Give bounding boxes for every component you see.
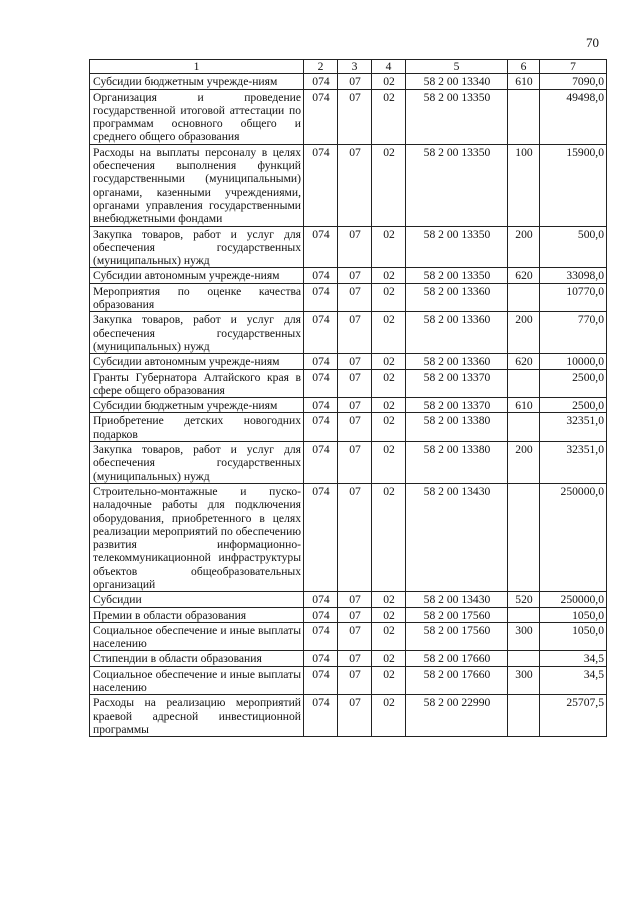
section-code-cell: 07 <box>338 483 372 591</box>
item-name-cell: Социальное обеспечение и иные выплаты населению <box>90 666 304 695</box>
target-article-cell: 58 2 00 17560 <box>406 622 508 651</box>
table-row <box>90 695 607 737</box>
section-code-cell: 07 <box>338 592 372 607</box>
item-name-cell: Мероприятия по оценке качества образования <box>90 283 304 312</box>
item-name-cell: Организация и проведение государственной итоговой аттестации по программам основного общего и среднего общего образования <box>90 89 304 144</box>
ministry-code-cell: 074 <box>304 369 338 398</box>
table-row <box>90 666 607 695</box>
target-article-cell: 58 2 00 13430 <box>406 483 508 591</box>
item-name-cell: Закупка товаров, работ и услуг для обеспечения государственных (муниципальных) нужд <box>90 442 304 484</box>
subsection-code-cell: 02 <box>372 369 406 398</box>
column-header: 5 <box>406 60 508 74</box>
subsection-code-cell: 02 <box>372 695 406 737</box>
subsection-code-cell: 02 <box>372 283 406 312</box>
amount-cell: 33098,0 <box>540 268 607 283</box>
subsection-code-cell: 02 <box>372 592 406 607</box>
section-code-cell: 07 <box>338 666 372 695</box>
column-header: 7 <box>540 60 607 74</box>
amount-cell: 7090,0 <box>540 74 607 89</box>
amount-cell: 49498,0 <box>540 89 607 144</box>
ministry-code-cell: 074 <box>304 398 338 413</box>
ministry-code-cell: 074 <box>304 283 338 312</box>
section-code-cell: 07 <box>338 144 372 226</box>
section-code-cell: 07 <box>338 312 372 354</box>
target-article-cell: 58 2 00 17660 <box>406 666 508 695</box>
item-name-cell: Субсидии автономным учрежде-ниям <box>90 354 304 369</box>
column-header: 4 <box>372 60 406 74</box>
table-row <box>90 413 607 442</box>
section-code-cell: 07 <box>338 354 372 369</box>
amount-cell: 34,5 <box>540 651 607 666</box>
section-code-cell: 07 <box>338 89 372 144</box>
expense-type-cell <box>508 651 540 666</box>
item-name-cell: Приобретение детских новогодних подарков <box>90 413 304 442</box>
ministry-code-cell: 074 <box>304 268 338 283</box>
subsection-code-cell: 02 <box>372 607 406 622</box>
target-article-cell: 58 2 00 13430 <box>406 592 508 607</box>
budget-table <box>89 59 607 737</box>
section-code-cell: 07 <box>338 607 372 622</box>
table-body <box>90 74 607 737</box>
subsection-code-cell: 02 <box>372 354 406 369</box>
item-name-cell: Расходы на выплаты персоналу в целях обеспечения выполнения функций государственными (муниципальными) органами, казенными учреждениями, органами управления государственными внебюджетными фондами <box>90 144 304 226</box>
amount-cell: 15900,0 <box>540 144 607 226</box>
table-row <box>90 74 607 89</box>
section-code-cell: 07 <box>338 695 372 737</box>
ministry-code-cell: 074 <box>304 74 338 89</box>
expense-type-cell: 200 <box>508 226 540 268</box>
section-code-cell: 07 <box>338 283 372 312</box>
subsection-code-cell: 02 <box>372 89 406 144</box>
ministry-code-cell: 074 <box>304 483 338 591</box>
column-header: 2 <box>304 60 338 74</box>
section-code-cell: 07 <box>338 413 372 442</box>
ministry-code-cell: 074 <box>304 144 338 226</box>
ministry-code-cell: 074 <box>304 89 338 144</box>
subsection-code-cell: 02 <box>372 442 406 484</box>
amount-cell: 10000,0 <box>540 354 607 369</box>
section-code-cell: 07 <box>338 74 372 89</box>
table-row <box>90 268 607 283</box>
item-name-cell: Субсидии бюджетным учрежде-ниям <box>90 74 304 89</box>
expense-type-cell: 610 <box>508 74 540 89</box>
expense-type-cell: 200 <box>508 442 540 484</box>
section-code-cell: 07 <box>338 398 372 413</box>
target-article-cell: 58 2 00 17560 <box>406 607 508 622</box>
subsection-code-cell: 02 <box>372 312 406 354</box>
table-row <box>90 651 607 666</box>
target-article-cell: 58 2 00 13360 <box>406 354 508 369</box>
amount-cell: 250000,0 <box>540 483 607 591</box>
page-number: 70 <box>586 35 599 50</box>
ministry-code-cell: 074 <box>304 354 338 369</box>
ministry-code-cell: 074 <box>304 226 338 268</box>
target-article-cell: 58 2 00 13370 <box>406 369 508 398</box>
amount-cell: 34,5 <box>540 666 607 695</box>
target-article-cell: 58 2 00 13360 <box>406 312 508 354</box>
table-row <box>90 442 607 484</box>
amount-cell: 770,0 <box>540 312 607 354</box>
expense-type-cell <box>508 607 540 622</box>
expense-type-cell: 520 <box>508 592 540 607</box>
subsection-code-cell: 02 <box>372 483 406 591</box>
expense-type-cell: 100 <box>508 144 540 226</box>
expense-type-cell: 300 <box>508 622 540 651</box>
header-row <box>90 60 607 74</box>
table-row <box>90 312 607 354</box>
column-header: 3 <box>338 60 372 74</box>
target-article-cell: 58 2 00 13350 <box>406 226 508 268</box>
item-name-cell: Субсидии автономным учрежде-ниям <box>90 268 304 283</box>
expense-type-cell: 300 <box>508 666 540 695</box>
item-name-cell: Строительно-монтажные и пуско-наладочные работы для подключения оборудования, приобретенного в целях реализации мероприятий по обеспечению развития информационно-телекоммуникационной инфраструктуры объектов общеобразовательных организаций <box>90 483 304 591</box>
target-article-cell: 58 2 00 13350 <box>406 268 508 283</box>
target-article-cell: 58 2 00 13360 <box>406 283 508 312</box>
expense-type-cell <box>508 483 540 591</box>
section-code-cell: 07 <box>338 268 372 283</box>
expense-type-cell <box>508 695 540 737</box>
item-name-cell: Гранты Губернатора Алтайского края в сфере общего образования <box>90 369 304 398</box>
target-article-cell: 58 2 00 13340 <box>406 74 508 89</box>
expense-type-cell <box>508 283 540 312</box>
ministry-code-cell: 074 <box>304 666 338 695</box>
amount-cell: 1050,0 <box>540 622 607 651</box>
table-row <box>90 144 607 226</box>
expense-type-cell <box>508 413 540 442</box>
subsection-code-cell: 02 <box>372 226 406 268</box>
amount-cell: 10770,0 <box>540 283 607 312</box>
item-name-cell: Субсидии <box>90 592 304 607</box>
table-row <box>90 622 607 651</box>
expense-type-cell <box>508 369 540 398</box>
table-row <box>90 398 607 413</box>
item-name-cell: Социальное обеспечение и иные выплаты населению <box>90 622 304 651</box>
expense-type-cell: 620 <box>508 354 540 369</box>
amount-cell: 32351,0 <box>540 413 607 442</box>
table-row <box>90 483 607 591</box>
expense-type-cell: 620 <box>508 268 540 283</box>
amount-cell: 250000,0 <box>540 592 607 607</box>
target-article-cell: 58 2 00 13350 <box>406 144 508 226</box>
item-name-cell: Закупка товаров, работ и услуг для обеспечения государственных (муниципальных) нужд <box>90 226 304 268</box>
target-article-cell: 58 2 00 13380 <box>406 442 508 484</box>
table-row <box>90 592 607 607</box>
ministry-code-cell: 074 <box>304 413 338 442</box>
expense-type-cell: 200 <box>508 312 540 354</box>
table-row <box>90 283 607 312</box>
table-row <box>90 354 607 369</box>
ministry-code-cell: 074 <box>304 312 338 354</box>
table-row <box>90 89 607 144</box>
subsection-code-cell: 02 <box>372 622 406 651</box>
subsection-code-cell: 02 <box>372 144 406 226</box>
section-code-cell: 07 <box>338 622 372 651</box>
column-header: 6 <box>508 60 540 74</box>
subsection-code-cell: 02 <box>372 398 406 413</box>
section-code-cell: 07 <box>338 226 372 268</box>
expense-type-cell <box>508 89 540 144</box>
amount-cell: 1050,0 <box>540 607 607 622</box>
item-name-cell: Закупка товаров, работ и услуг для обеспечения государственных (муниципальных) нужд <box>90 312 304 354</box>
subsection-code-cell: 02 <box>372 651 406 666</box>
subsection-code-cell: 02 <box>372 413 406 442</box>
subsection-code-cell: 02 <box>372 74 406 89</box>
target-article-cell: 58 2 00 17660 <box>406 651 508 666</box>
table-row <box>90 369 607 398</box>
section-code-cell: 07 <box>338 651 372 666</box>
section-code-cell: 07 <box>338 369 372 398</box>
item-name-cell: Премии в области образования <box>90 607 304 622</box>
subsection-code-cell: 02 <box>372 666 406 695</box>
section-code-cell: 07 <box>338 442 372 484</box>
target-article-cell: 58 2 00 13380 <box>406 413 508 442</box>
ministry-code-cell: 074 <box>304 592 338 607</box>
ministry-code-cell: 074 <box>304 607 338 622</box>
amount-cell: 2500,0 <box>540 398 607 413</box>
expense-type-cell: 610 <box>508 398 540 413</box>
amount-cell: 25707,5 <box>540 695 607 737</box>
target-article-cell: 58 2 00 22990 <box>406 695 508 737</box>
ministry-code-cell: 074 <box>304 442 338 484</box>
amount-cell: 500,0 <box>540 226 607 268</box>
item-name-cell: Субсидии бюджетным учрежде-ниям <box>90 398 304 413</box>
amount-cell: 2500,0 <box>540 369 607 398</box>
table-row <box>90 226 607 268</box>
item-name-cell: Стипендии в области образования <box>90 651 304 666</box>
column-header: 1 <box>90 60 304 74</box>
ministry-code-cell: 074 <box>304 695 338 737</box>
table-row <box>90 607 607 622</box>
subsection-code-cell: 02 <box>372 268 406 283</box>
ministry-code-cell: 074 <box>304 651 338 666</box>
target-article-cell: 58 2 00 13370 <box>406 398 508 413</box>
target-article-cell: 58 2 00 13350 <box>406 89 508 144</box>
ministry-code-cell: 074 <box>304 622 338 651</box>
item-name-cell: Расходы на реализацию мероприятий краевой адресной инвестиционной программы <box>90 695 304 737</box>
amount-cell: 32351,0 <box>540 442 607 484</box>
